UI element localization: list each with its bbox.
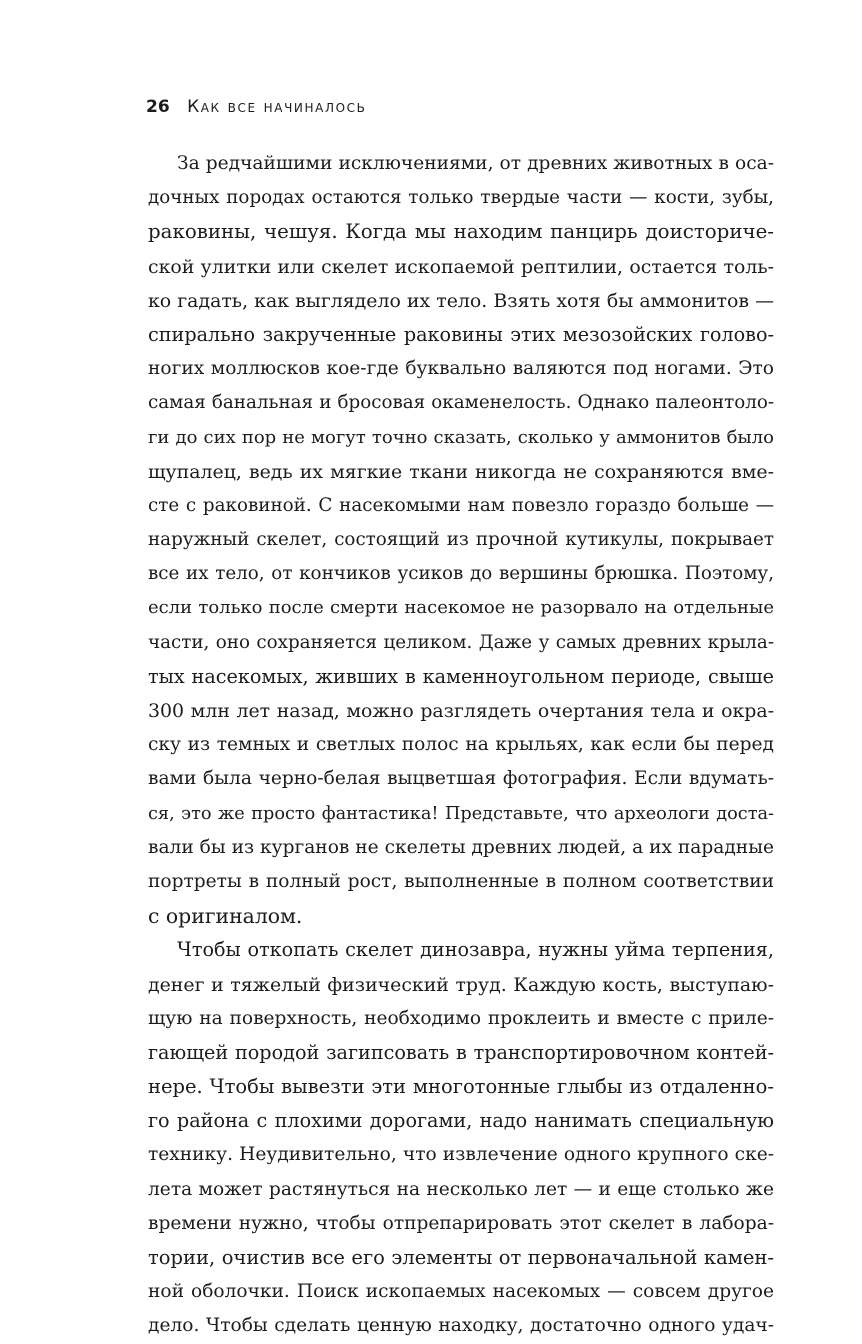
text-line: вали бы из курганов не скелеты древних людей, а их парадные bbox=[148, 836, 774, 858]
text-line: самая банальная и бросовая окаменелость. Однако палеонтоло- bbox=[148, 392, 774, 414]
text-line: все их тело, от кончиков усиков до вершины брюшка. Поэтому, bbox=[148, 563, 774, 585]
text-line: части, оно сохраняется целиком. Даже у самых древних крыла- bbox=[148, 631, 774, 653]
text-line: денег и тяжелый физический труд. Каждую кость, выступаю- bbox=[148, 973, 774, 996]
text-line: наружный скелет, состоящий из прочной кутикулы, покрывает bbox=[148, 529, 774, 551]
text-line: ногих моллюсков кое-где буквально валяются под ногами. Это bbox=[148, 358, 774, 380]
text-line: вами была черно-белая выцветшая фотография. Если вдумать- bbox=[148, 768, 774, 790]
text-line: ги до сих пор не могут точно сказать, сколько у аммонитов было bbox=[148, 426, 774, 448]
text-line: го района с плохими дорогами, надо нанимать специальную bbox=[148, 1109, 774, 1133]
text-line: Чтобы откопать скелет динозавра, нужны уйма терпения, bbox=[177, 938, 774, 962]
text-line: щую на поверхность, необходимо проклеить и вместе с приле- bbox=[148, 1007, 774, 1029]
text-line: сте с раковиной. С насекомыми нам повезло гораздо больше — bbox=[148, 494, 774, 516]
text-line: дело. Чтобы сделать ценную находку, достаточно одного удач- bbox=[148, 1315, 774, 1337]
running-title: Как все начиналось bbox=[187, 97, 367, 117]
text-line: тории, очистив все его элементы от первоначальной камен- bbox=[148, 1246, 774, 1269]
text-line: если только после смерти насекомое не разорвало на отдельные bbox=[148, 597, 774, 619]
text-line: ко гадать, как выглядело их тело. Взять хотя бы аммонитов — bbox=[148, 289, 774, 312]
page-number: 26 bbox=[146, 97, 170, 117]
body-text bbox=[148, 147, 774, 1344]
running-head bbox=[146, 96, 366, 118]
text-line: с оригиналом. bbox=[148, 904, 303, 929]
text-line: раковины, чешуя. Когда мы находим панцирь доисториче- bbox=[148, 220, 774, 244]
text-line: щупалец, ведь их мягкие ткани никогда не сохраняются вме- bbox=[148, 460, 774, 483]
text-line: нере. Чтобы вывезти эти многотонные глыбы из отдаленно- bbox=[148, 1075, 774, 1099]
text-line: времени нужно, чтобы отпрепарировать этот скелет в лабора- bbox=[148, 1212, 774, 1234]
text-line: ся, это же просто фантастика! Представьте, что археологи доста- bbox=[148, 803, 774, 824]
text-line: технику. Неудивительно, что извлечение одного крупного ске- bbox=[148, 1144, 774, 1166]
text-line: спирально закрученные раковины этих мезозойских голово- bbox=[148, 322, 774, 346]
text-line: гающей породой загипсовать в транспортировочном контей- bbox=[148, 1040, 774, 1064]
text-line: ской улитки или скелет ископаемой рептилии, остается толь- bbox=[148, 255, 774, 278]
text-line: 300 млн лет назад, можно разглядеть очертания тела и окра- bbox=[148, 700, 774, 722]
text-line: За редчайшими исключениями, от древних животных в оса- bbox=[177, 153, 774, 174]
text-line: тых насекомых, живших в каменноугольном периоде, свыше bbox=[148, 664, 774, 688]
text-line: ску из темных и светлых полос на крыльях, как если бы перед bbox=[148, 734, 774, 756]
text-line: лета может растянуться на несколько лет — и еще столько же bbox=[148, 1178, 774, 1200]
text-line: дочных породах остаются только твердые части — кости, зубы, bbox=[148, 187, 774, 209]
text-line: ной оболочки. Поиск ископаемых насекомых — совсем другое bbox=[148, 1281, 774, 1303]
text-line: портреты в полный рост, выполненные в полном соответствии bbox=[148, 870, 774, 892]
